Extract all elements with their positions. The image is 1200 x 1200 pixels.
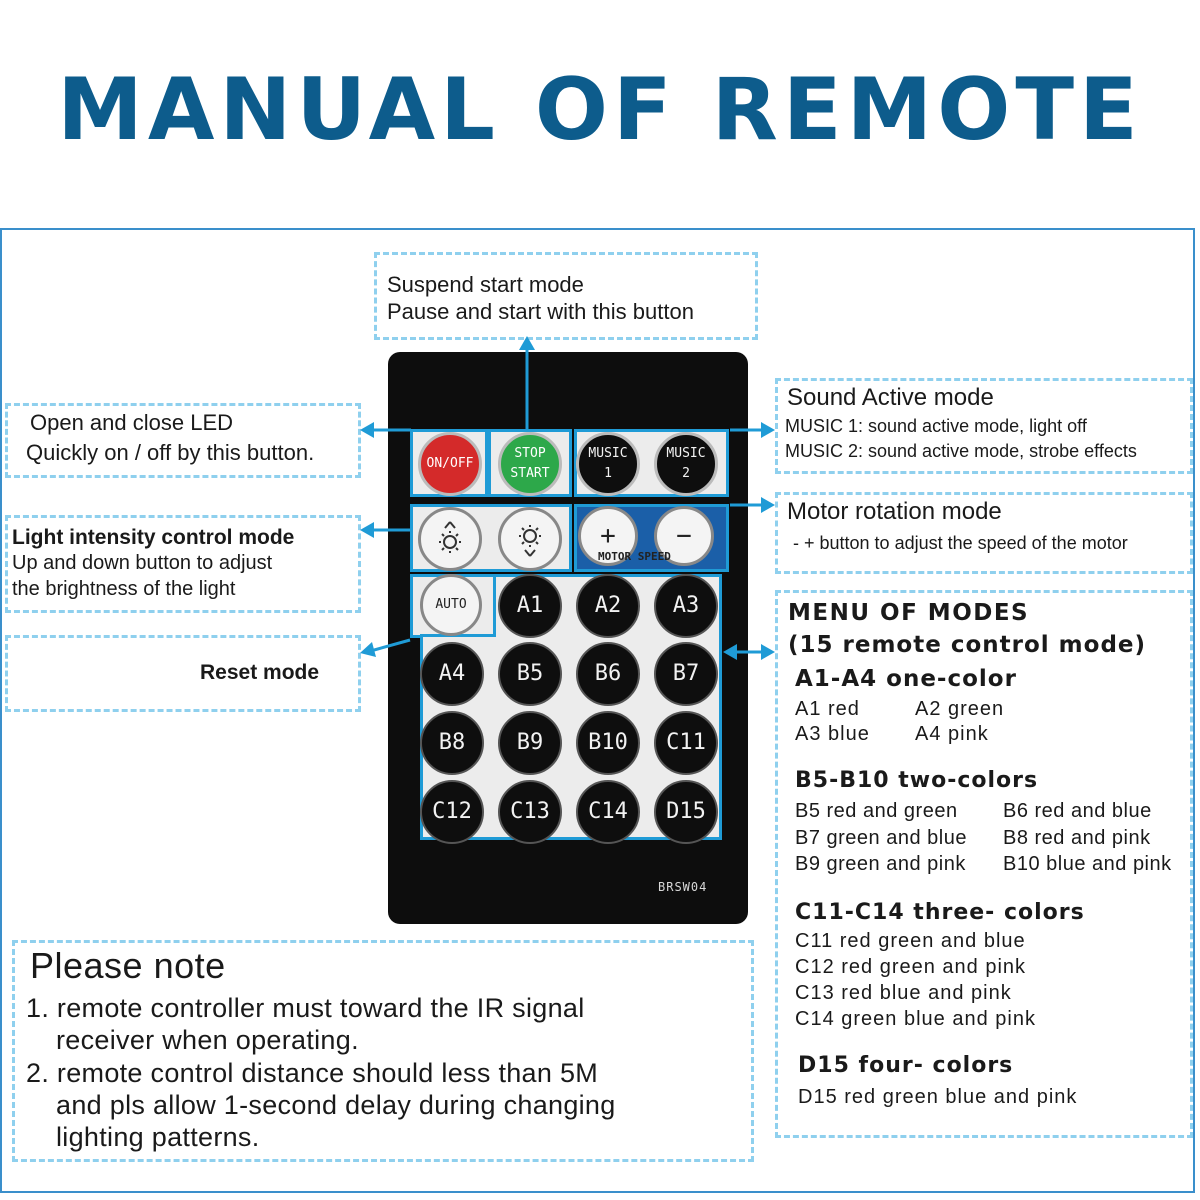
- mode-button-label: B5: [516, 661, 544, 686]
- auto-label: AUTO: [435, 597, 467, 612]
- suspend-desc: Pause and start with this button: [387, 299, 694, 324]
- mode-button-label: A1: [516, 593, 544, 618]
- start-label: START: [510, 466, 550, 481]
- mode-button-label: B7: [672, 661, 700, 686]
- group-item: A1 red: [795, 698, 860, 720]
- group-title-a: A1-A4 one-color: [795, 666, 1017, 692]
- group-item: A3 blue: [795, 723, 870, 745]
- light-line1: Up and down button to adjust: [12, 552, 273, 574]
- mode-button-label: B10: [588, 730, 628, 755]
- group-item: B10 blue and pink: [1003, 853, 1172, 875]
- mode-button-label: C12: [432, 799, 472, 824]
- minus-label: −: [676, 521, 692, 551]
- note-item1-b: receiver when operating.: [56, 1025, 359, 1055]
- group-title-d: D15 four- colors: [798, 1053, 1014, 1078]
- light-heading: Light intensity control mode: [12, 526, 295, 549]
- note-item2-b: and pls allow 1-second delay during changing: [56, 1090, 616, 1120]
- group-item: B7 green and blue: [795, 827, 967, 849]
- mode-button-label: B8: [438, 730, 466, 755]
- group-title-b: B5-B10 two-colors: [795, 768, 1039, 793]
- group-item: C13 red blue and pink: [795, 982, 1012, 1004]
- note-item2-a: 2. remote control distance should less than 5M: [26, 1058, 599, 1088]
- mode-button-label: A3: [672, 593, 700, 618]
- menu-heading1: MENU OF MODES: [788, 600, 1030, 626]
- reset-heading: Reset mode: [200, 661, 320, 684]
- music2-number: 2: [682, 466, 690, 481]
- mode-button-label: A4: [438, 661, 466, 686]
- group-item: C11 red green and blue: [795, 930, 1026, 952]
- group-item: D15 red green blue and pink: [798, 1086, 1078, 1108]
- page-title: MANUAL OF REMOTE: [57, 60, 1143, 160]
- group-title-c: C11-C14 three- colors: [795, 900, 1085, 925]
- group-item: C12 red green and pink: [795, 956, 1027, 978]
- menu-heading2: (15 remote control mode): [788, 632, 1147, 658]
- note-heading: Please note: [30, 945, 226, 986]
- group-item: A4 pink: [915, 723, 989, 745]
- light-line2: the brightness of the light: [12, 578, 236, 600]
- group-item: B5 red and green: [795, 800, 958, 822]
- mode-button-label: C11: [666, 730, 706, 755]
- model-number: BRSW04: [658, 880, 708, 894]
- group-item: B6 red and blue: [1003, 800, 1152, 822]
- motor-speed-label: MOTOR SPEED: [598, 550, 671, 563]
- sound-line2: MUSIC 2: sound active mode, strobe effects: [785, 441, 1137, 461]
- mode-button-label: B6: [594, 661, 622, 686]
- note-item2-c: lighting patterns.: [56, 1122, 260, 1152]
- plus-label: +: [600, 521, 616, 551]
- mode-button-label: A2: [594, 593, 622, 618]
- motor-heading: Motor rotation mode: [787, 498, 1002, 525]
- note-item1-a: 1. remote controller must toward the IR signal: [26, 993, 585, 1023]
- mode-button-label: C14: [588, 799, 628, 824]
- onoff-label: ON/OFF: [426, 456, 474, 471]
- mode-button-label: C13: [510, 799, 550, 824]
- sound-heading: Sound Active mode: [787, 384, 994, 411]
- motor-desc: - + button to adjust the speed of the motor: [793, 533, 1128, 553]
- group-item: B8 red and pink: [1003, 827, 1151, 849]
- mode-button-label: D15: [666, 799, 706, 824]
- arrow-icon: [360, 336, 775, 660]
- music2-label: MUSIC: [666, 446, 706, 461]
- music1-number: 1: [604, 466, 612, 481]
- music1-label: MUSIC: [588, 446, 628, 461]
- sound-line1: MUSIC 1: sound active mode, light off: [785, 416, 1087, 436]
- stop-label: STOP: [514, 446, 546, 461]
- group-item: A2 green: [915, 698, 1005, 720]
- group-item: B9 green and pink: [795, 853, 966, 875]
- mode-button-label: B9: [516, 730, 544, 755]
- onoff-heading: Open and close LED: [30, 410, 234, 435]
- suspend-heading: Suspend start mode: [387, 272, 584, 297]
- onoff-desc: Quickly on / off by this button.: [26, 440, 315, 465]
- group-item: C14 green blue and pink: [795, 1008, 1036, 1030]
